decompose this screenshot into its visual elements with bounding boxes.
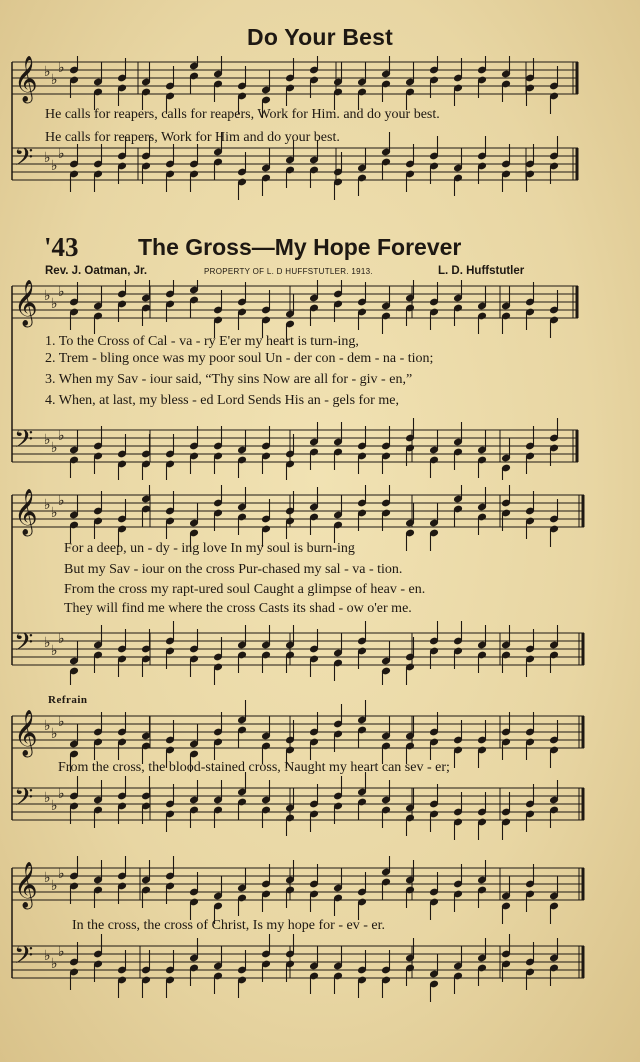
flat-icon: ♭	[44, 288, 51, 304]
bass-clef-icon: 𝄢	[14, 143, 34, 178]
treble-clef-icon: 𝄞	[14, 489, 38, 535]
flat-icon: ♭	[51, 296, 58, 312]
flat-icon: ♭	[44, 870, 51, 886]
composer-credit: L. D. Huffstutler	[438, 265, 525, 277]
treble-clef-icon: 𝄞	[14, 280, 38, 326]
bass-clef-icon: 𝄢	[14, 425, 34, 460]
flat-icon: ♭	[51, 643, 58, 659]
flat-icon: ♭	[44, 64, 51, 80]
hymn-title: The Gross—My Hope Forever	[138, 234, 462, 260]
flat-icon: ♭	[51, 505, 58, 521]
treble-clef-icon: 𝄞	[14, 710, 38, 756]
flat-icon: ♭	[58, 866, 65, 882]
verse-line-b-3: From the cross my rapt-ured soul Caught a glimpse of heav - en.	[64, 582, 426, 597]
staff-system-5	[0, 856, 640, 1016]
song1-lyric-1: He calls for reapers, calls for reapers, Work for Him. and do your best.	[45, 107, 440, 122]
flat-icon: ♭	[58, 493, 65, 509]
bass-clef-icon: 𝄢	[14, 628, 34, 663]
refrain-line-2: In the cross, the cross of Christ, Is my hope for - ev - er.	[72, 918, 385, 933]
flat-icon: ♭	[51, 440, 58, 456]
flat-icon: ♭	[44, 635, 51, 651]
song-title: Do Your Best	[247, 24, 393, 50]
verse-line-b-1: For a deep, un - dy - ing love In my soul is burn-ing	[64, 541, 355, 556]
flat-icon: ♭	[51, 878, 58, 894]
refrain-label: Refrain	[48, 694, 88, 706]
verse-line-b-4: They will find me where the cross Casts its shad - ow o'er me.	[64, 601, 412, 616]
flat-icon: ♭	[58, 428, 65, 444]
credits-line	[0, 265, 640, 281]
flat-icon: ♭	[51, 956, 58, 972]
flat-icon: ♭	[51, 72, 58, 88]
lyricist-credit: Rev. J. Oatman, Jr.	[45, 265, 148, 277]
verse-line-b-2: But my Sav - iour on the cross Pur-chased my sal - va - tion.	[64, 562, 403, 577]
song1-lyric-2: He calls for reapers, Work for Him and do your best.	[45, 130, 340, 145]
flat-icon: ♭	[58, 944, 65, 960]
treble-clef-icon: 𝄞	[14, 56, 38, 102]
flat-icon: ♭	[44, 432, 51, 448]
flat-icon: ♭	[44, 497, 51, 513]
flat-icon: ♭	[58, 631, 65, 647]
flat-icon: ♭	[44, 790, 51, 806]
bass-clef-icon: 𝄢	[14, 941, 34, 976]
flat-icon: ♭	[58, 284, 65, 300]
verse-line-a-3: 3. When my Sav - iour said, “Thy sins Now are all for - giv - en,”	[45, 372, 413, 387]
verse-line-a-1: 1. To the Cross of Cal - va - ry E'er my heart is turn-ing,	[45, 334, 359, 349]
refrain-line-1: From the cross, the blood-stained cross, Naught my heart can sev - er;	[58, 760, 450, 775]
hymn-header	[0, 232, 640, 262]
flat-icon: ♭	[51, 798, 58, 814]
property-notice: PROPERTY OF L. D HUFFSTUTLER. 1913.	[204, 267, 373, 276]
flat-icon: ♭	[44, 150, 51, 166]
flat-icon: ♭	[58, 146, 65, 162]
flat-icon: ♭	[51, 726, 58, 742]
flat-icon: ♭	[51, 158, 58, 174]
flat-icon: ♭	[44, 718, 51, 734]
flat-icon: ♭	[44, 948, 51, 964]
bass-clef-icon: 𝄢	[14, 783, 34, 818]
flat-icon: ♭	[58, 786, 65, 802]
flat-icon: ♭	[58, 714, 65, 730]
system-5	[0, 856, 640, 1016]
verse-line-a-2: 2. Trem - bling once was my poor soul Un - der con - dem - na - tion;	[45, 351, 434, 366]
hymn-number: '43	[44, 232, 79, 262]
verse-line-a-4: 4. When, at last, my bless - ed Lord Sends His an - gels for me,	[45, 393, 399, 408]
flat-icon: ♭	[58, 60, 65, 76]
treble-clef-icon: 𝄞	[14, 862, 38, 908]
